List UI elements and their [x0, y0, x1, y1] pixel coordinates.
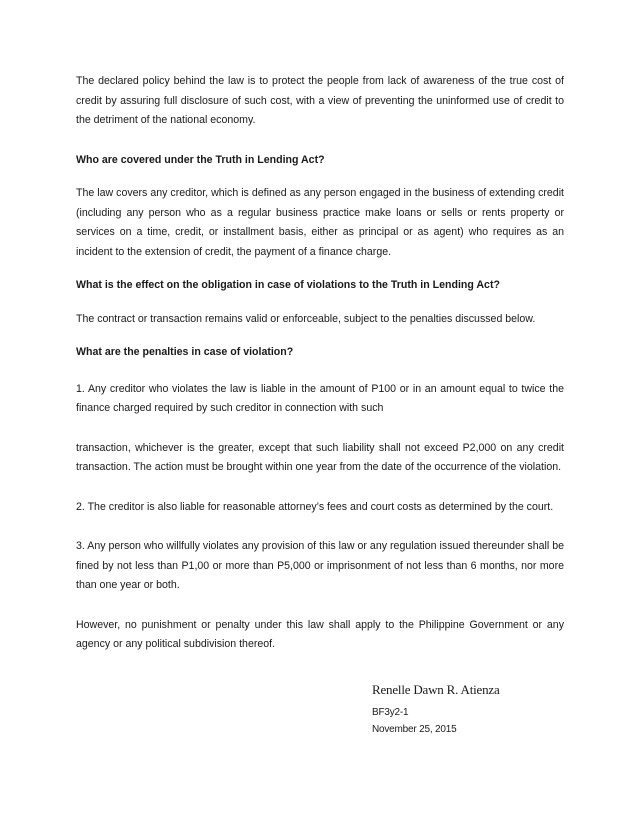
question-effect-heading: What is the effect on the obligation in case of violations to the Truth in Lending Act? [76, 279, 500, 291]
penalty-1-paragraph-part-b: transaction, whichever is the greater, except that such liability shall not exceed P2,000 on any credit transaction. The action must be brought within one year from the date of the occurrence of the violation. [76, 441, 564, 473]
document-body [76, 72, 564, 655]
document-date: November 25, 2015 [372, 724, 457, 735]
effect-paragraph: The contract or transaction remains valid or enforceable, subject to the penalties discussed below. [76, 312, 536, 325]
penalty-2-paragraph: 2. The creditor is also liable for reasonable attorney’s fees and court costs as determined by the court. [76, 500, 554, 513]
author-name: Renelle Dawn R. Atienza [372, 682, 500, 697]
author-section: BF3y2-1 [372, 707, 409, 718]
intro-paragraph: The declared policy behind the law is to protect the people from lack of awareness of the true cost of credit by assuring full disclosure of such cost, with a view of preventing the uninformed use of credit to the detriment of the national economy. [76, 75, 564, 126]
penalty-3-paragraph: 3. Any person who willfully violates any provision of this law or any regulation issued thereunder shall be fined by not less than P1,00 or more than P5,000 or imprisonment of not less than 6 months, nor more than one year or both. [76, 540, 564, 591]
exception-paragraph: However, no punishment or penalty under this law shall apply to the Philippine Government or any agency or any political subdivision thereof. [76, 618, 564, 650]
question-penalties-heading: What are the penalties in case of violation? [76, 346, 294, 358]
penalty-1-paragraph-part-a: 1. Any creditor who violates the law is liable in the amount of P100 or in an amount equal to twice the finance charged required by such creditor in connection with such [76, 382, 564, 414]
covered-paragraph: The law covers any creditor, which is defined as any person engaged in the business of extending credit (including any person who as a regular business practice make loans or sells or rents property or services on a time, credit, or installment basis, either as principal or as agent) who requires as an incident to the extension of credit, the payment of a finance charge. [76, 187, 564, 258]
signature-block [372, 681, 500, 738]
question-covered-heading: Who are covered under the Truth in Lending Act? [76, 153, 325, 166]
